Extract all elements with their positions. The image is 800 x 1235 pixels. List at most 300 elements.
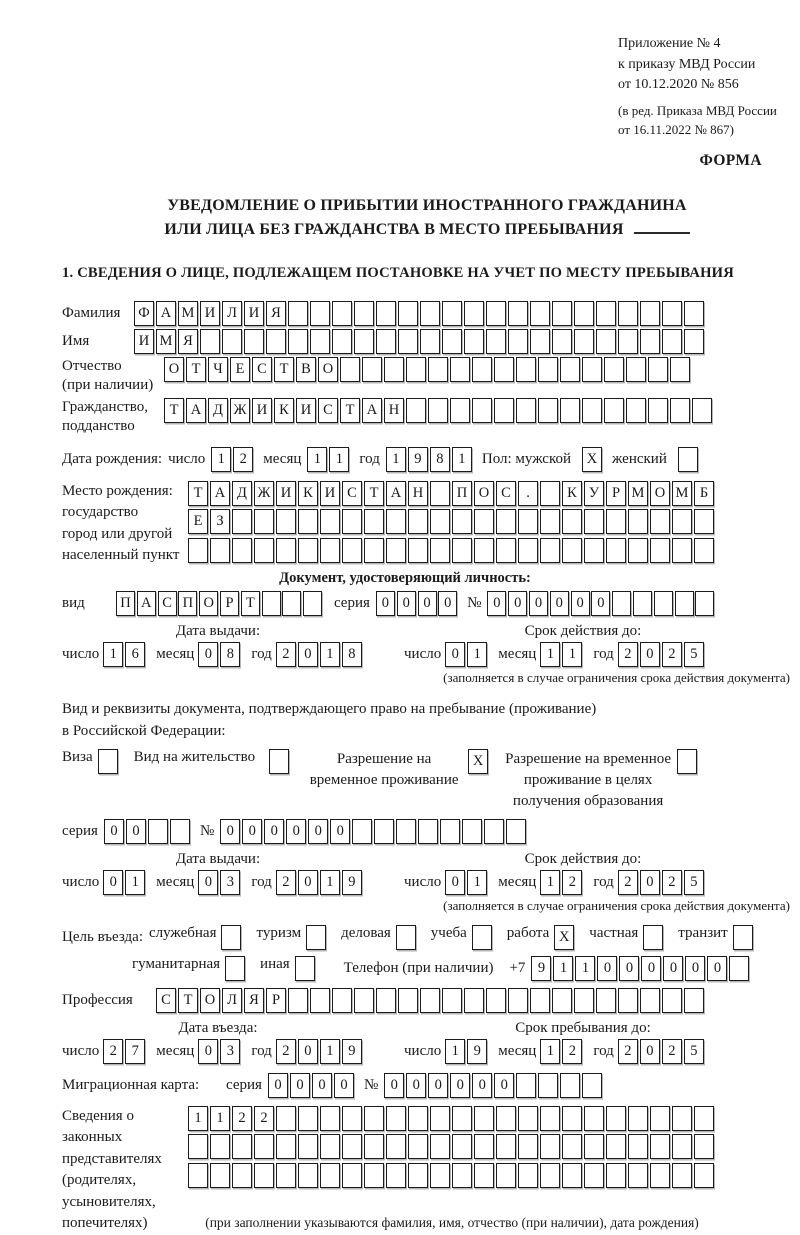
char-box[interactable]: А xyxy=(186,398,206,423)
char-box[interactable]: И xyxy=(296,398,316,423)
char-box[interactable]: 0 xyxy=(290,1073,310,1098)
char-box[interactable]: 5 xyxy=(684,1039,704,1064)
char-box[interactable] xyxy=(562,509,582,534)
char-box[interactable] xyxy=(254,509,274,534)
char-box[interactable] xyxy=(254,538,274,563)
char-box[interactable] xyxy=(232,1134,252,1159)
char-box[interactable]: И xyxy=(134,329,154,354)
char-box[interactable] xyxy=(472,357,492,382)
char-box[interactable] xyxy=(584,509,604,534)
char-box[interactable] xyxy=(408,1163,428,1188)
char-box[interactable]: А xyxy=(156,301,176,326)
char-box[interactable] xyxy=(540,538,560,563)
char-box[interactable]: 1 xyxy=(329,447,349,472)
char-box[interactable]: 1 xyxy=(445,1039,465,1064)
char-box[interactable] xyxy=(374,819,394,844)
char-box[interactable] xyxy=(376,301,396,326)
char-box[interactable]: 0 xyxy=(494,1073,514,1098)
char-box[interactable]: Н xyxy=(408,481,428,506)
char-box[interactable]: С xyxy=(496,481,516,506)
char-box[interactable] xyxy=(354,988,374,1013)
char-box[interactable] xyxy=(695,591,714,616)
char-box[interactable]: Р xyxy=(220,591,239,616)
char-box[interactable] xyxy=(386,1163,406,1188)
char-box[interactable] xyxy=(376,329,396,354)
char-box[interactable]: 0 xyxy=(428,1073,448,1098)
char-box[interactable] xyxy=(276,1106,296,1131)
char-box[interactable] xyxy=(354,329,374,354)
char-box[interactable]: Т xyxy=(364,481,384,506)
char-box[interactable] xyxy=(584,1163,604,1188)
char-box[interactable] xyxy=(618,329,638,354)
char-box[interactable] xyxy=(386,1134,406,1159)
char-box[interactable]: 1 xyxy=(386,447,406,472)
char-box[interactable] xyxy=(540,509,560,534)
char-box[interactable]: Е xyxy=(230,357,250,382)
char-box[interactable]: Я xyxy=(178,329,198,354)
char-box[interactable]: К xyxy=(274,398,294,423)
char-box[interactable] xyxy=(310,301,330,326)
char-box[interactable] xyxy=(210,1134,230,1159)
char-box[interactable] xyxy=(364,538,384,563)
char-box[interactable]: С xyxy=(252,357,272,382)
char-box[interactable]: 1 xyxy=(540,1039,560,1064)
char-box[interactable] xyxy=(276,1134,296,1159)
char-box[interactable]: 0 xyxy=(198,642,218,667)
char-box[interactable]: 0 xyxy=(242,819,262,844)
char-box[interactable]: У xyxy=(584,481,604,506)
char-box[interactable] xyxy=(633,591,652,616)
char-box[interactable]: 2 xyxy=(662,870,682,895)
char-box[interactable]: Т xyxy=(274,357,294,382)
char-box[interactable] xyxy=(428,357,448,382)
char-box[interactable] xyxy=(496,1163,516,1188)
char-box[interactable]: А xyxy=(362,398,382,423)
char-box[interactable] xyxy=(662,301,682,326)
char-box[interactable] xyxy=(408,1106,428,1131)
char-box[interactable] xyxy=(684,301,704,326)
char-box[interactable]: М xyxy=(178,301,198,326)
char-box[interactable] xyxy=(618,301,638,326)
char-box[interactable] xyxy=(562,1134,582,1159)
char-box[interactable]: 5 xyxy=(684,870,704,895)
char-box[interactable]: 1 xyxy=(467,642,487,667)
char-box[interactable]: 0 xyxy=(104,819,124,844)
char-box[interactable]: 0 xyxy=(529,591,548,616)
char-box[interactable]: К xyxy=(562,481,582,506)
char-box[interactable] xyxy=(442,988,462,1013)
char-box[interactable]: 8 xyxy=(430,447,450,472)
char-box[interactable] xyxy=(672,1163,692,1188)
char-box[interactable]: Р xyxy=(606,481,626,506)
char-box[interactable]: Ф xyxy=(134,301,154,326)
char-box[interactable]: 0 xyxy=(406,1073,426,1098)
char-box[interactable] xyxy=(376,988,396,1013)
char-box[interactable] xyxy=(298,1134,318,1159)
char-box[interactable] xyxy=(342,1134,362,1159)
char-box[interactable] xyxy=(188,538,208,563)
char-box[interactable]: 2 xyxy=(254,1106,274,1131)
char-box[interactable]: П xyxy=(178,591,197,616)
char-box[interactable]: И xyxy=(200,301,220,326)
char-box[interactable]: 1 xyxy=(307,447,327,472)
temp-residence-checkbox[interactable]: X xyxy=(468,749,488,774)
char-box[interactable] xyxy=(320,1134,340,1159)
purpose-study-checkbox[interactable] xyxy=(472,925,492,950)
gender-female-checkbox[interactable] xyxy=(678,447,698,472)
char-box[interactable] xyxy=(650,1163,670,1188)
char-box[interactable] xyxy=(648,357,668,382)
char-box[interactable]: 1 xyxy=(320,642,340,667)
char-box[interactable] xyxy=(640,329,660,354)
char-box[interactable] xyxy=(560,357,580,382)
char-box[interactable] xyxy=(540,1134,560,1159)
char-box[interactable]: 0 xyxy=(685,956,705,981)
char-box[interactable] xyxy=(670,357,690,382)
char-box[interactable]: Е xyxy=(188,509,208,534)
char-box[interactable] xyxy=(254,1163,274,1188)
char-box[interactable]: 0 xyxy=(126,819,146,844)
char-box[interactable] xyxy=(606,509,626,534)
char-box[interactable] xyxy=(684,329,704,354)
char-box[interactable]: И xyxy=(244,301,264,326)
char-box[interactable] xyxy=(406,357,426,382)
char-box[interactable] xyxy=(582,398,602,423)
char-box[interactable] xyxy=(648,398,668,423)
char-box[interactable]: З xyxy=(210,509,230,534)
char-box[interactable] xyxy=(684,988,704,1013)
char-box[interactable]: Я xyxy=(244,988,264,1013)
char-box[interactable] xyxy=(596,329,616,354)
char-box[interactable]: 0 xyxy=(198,1039,218,1064)
char-box[interactable]: 1 xyxy=(211,447,231,472)
char-box[interactable]: 2 xyxy=(618,1039,638,1064)
char-box[interactable] xyxy=(408,538,428,563)
char-box[interactable] xyxy=(418,819,438,844)
char-box[interactable] xyxy=(662,329,682,354)
char-box[interactable]: В xyxy=(296,357,316,382)
char-box[interactable] xyxy=(562,1163,582,1188)
char-box[interactable] xyxy=(262,591,281,616)
char-box[interactable] xyxy=(430,1134,450,1159)
char-box[interactable] xyxy=(386,509,406,534)
char-box[interactable] xyxy=(408,509,428,534)
char-box[interactable] xyxy=(362,357,382,382)
char-box[interactable]: 8 xyxy=(220,642,240,667)
char-box[interactable]: М xyxy=(672,481,692,506)
char-box[interactable]: О xyxy=(200,988,220,1013)
char-box[interactable]: 0 xyxy=(298,642,318,667)
char-box[interactable]: 2 xyxy=(276,870,296,895)
char-box[interactable] xyxy=(628,509,648,534)
char-box[interactable] xyxy=(494,357,514,382)
char-box[interactable]: 6 xyxy=(125,642,145,667)
char-box[interactable]: 5 xyxy=(684,642,704,667)
char-box[interactable] xyxy=(628,1163,648,1188)
char-box[interactable] xyxy=(354,301,374,326)
char-box[interactable] xyxy=(462,819,482,844)
char-box[interactable]: 9 xyxy=(408,447,428,472)
char-box[interactable]: 1 xyxy=(210,1106,230,1131)
char-box[interactable]: 0 xyxy=(268,1073,288,1098)
char-box[interactable]: 0 xyxy=(308,819,328,844)
char-box[interactable] xyxy=(584,1134,604,1159)
char-box[interactable]: 8 xyxy=(342,642,362,667)
char-box[interactable]: Ж xyxy=(254,481,274,506)
char-box[interactable] xyxy=(672,509,692,534)
char-box[interactable]: 0 xyxy=(418,591,437,616)
char-box[interactable] xyxy=(420,329,440,354)
char-box[interactable]: 1 xyxy=(540,642,560,667)
char-box[interactable] xyxy=(430,538,450,563)
char-box[interactable] xyxy=(188,1134,208,1159)
char-box[interactable]: 0 xyxy=(103,870,123,895)
purpose-work-checkbox[interactable]: X xyxy=(554,925,574,950)
char-box[interactable] xyxy=(584,538,604,563)
char-box[interactable] xyxy=(266,329,286,354)
char-box[interactable]: М xyxy=(156,329,176,354)
char-box[interactable] xyxy=(692,398,712,423)
char-box[interactable] xyxy=(516,398,536,423)
char-box[interactable]: Т xyxy=(178,988,198,1013)
char-box[interactable] xyxy=(530,329,550,354)
char-box[interactable]: 0 xyxy=(641,956,661,981)
char-box[interactable] xyxy=(188,1163,208,1188)
char-box[interactable] xyxy=(464,301,484,326)
char-box[interactable] xyxy=(538,398,558,423)
char-box[interactable]: 2 xyxy=(276,1039,296,1064)
char-box[interactable] xyxy=(694,538,714,563)
char-box[interactable] xyxy=(320,1106,340,1131)
char-box[interactable]: С xyxy=(158,591,177,616)
char-box[interactable] xyxy=(364,1163,384,1188)
char-box[interactable] xyxy=(474,538,494,563)
char-box[interactable] xyxy=(604,357,624,382)
char-box[interactable] xyxy=(584,1106,604,1131)
char-box[interactable]: 1 xyxy=(467,870,487,895)
residence-permit-checkbox[interactable] xyxy=(269,749,289,774)
char-box[interactable] xyxy=(508,329,528,354)
char-box[interactable] xyxy=(232,509,252,534)
char-box[interactable]: 1 xyxy=(562,642,582,667)
char-box[interactable]: 2 xyxy=(662,1039,682,1064)
char-box[interactable]: 0 xyxy=(220,819,240,844)
char-box[interactable]: Н xyxy=(384,398,404,423)
char-box[interactable]: Т xyxy=(241,591,260,616)
char-box[interactable] xyxy=(628,538,648,563)
char-box[interactable] xyxy=(654,591,673,616)
char-box[interactable] xyxy=(452,1134,472,1159)
char-box[interactable]: 9 xyxy=(467,1039,487,1064)
char-box[interactable]: 0 xyxy=(384,1073,404,1098)
char-box[interactable] xyxy=(582,1073,602,1098)
char-box[interactable] xyxy=(254,1134,274,1159)
char-box[interactable] xyxy=(562,1106,582,1131)
char-box[interactable] xyxy=(298,538,318,563)
char-box[interactable] xyxy=(650,1106,670,1131)
char-box[interactable]: Л xyxy=(222,988,242,1013)
char-box[interactable] xyxy=(386,538,406,563)
char-box[interactable] xyxy=(670,398,690,423)
char-box[interactable]: О xyxy=(318,357,338,382)
char-box[interactable]: К xyxy=(298,481,318,506)
char-box[interactable] xyxy=(596,301,616,326)
char-box[interactable]: 0 xyxy=(286,819,306,844)
char-box[interactable] xyxy=(650,1134,670,1159)
char-box[interactable] xyxy=(442,329,462,354)
char-box[interactable] xyxy=(442,301,462,326)
char-box[interactable]: 1 xyxy=(575,956,595,981)
char-box[interactable] xyxy=(320,1163,340,1188)
char-box[interactable] xyxy=(310,988,330,1013)
char-box[interactable] xyxy=(574,329,594,354)
char-box[interactable] xyxy=(408,1134,428,1159)
char-box[interactable]: 2 xyxy=(232,1106,252,1131)
gender-male-checkbox[interactable]: X xyxy=(582,447,602,472)
char-box[interactable] xyxy=(474,1134,494,1159)
char-box[interactable]: 1 xyxy=(452,447,472,472)
char-box[interactable]: 0 xyxy=(619,956,639,981)
char-box[interactable]: И xyxy=(252,398,272,423)
char-box[interactable] xyxy=(496,1106,516,1131)
char-box[interactable] xyxy=(626,398,646,423)
char-box[interactable]: 1 xyxy=(188,1106,208,1131)
char-box[interactable]: 0 xyxy=(330,819,350,844)
char-box[interactable] xyxy=(628,1134,648,1159)
char-box[interactable] xyxy=(298,1163,318,1188)
char-box[interactable]: О xyxy=(164,357,184,382)
char-box[interactable]: И xyxy=(276,481,296,506)
char-box[interactable] xyxy=(450,357,470,382)
char-box[interactable] xyxy=(276,1163,296,1188)
char-box[interactable]: 0 xyxy=(640,870,660,895)
char-box[interactable]: Я xyxy=(266,301,286,326)
char-box[interactable]: Л xyxy=(222,301,242,326)
char-box[interactable]: Т xyxy=(164,398,184,423)
char-box[interactable]: С xyxy=(318,398,338,423)
char-box[interactable] xyxy=(148,819,168,844)
char-box[interactable] xyxy=(694,509,714,534)
char-box[interactable] xyxy=(452,1106,472,1131)
char-box[interactable] xyxy=(364,1106,384,1131)
char-box[interactable]: 0 xyxy=(487,591,506,616)
char-box[interactable] xyxy=(694,1134,714,1159)
char-box[interactable] xyxy=(452,1163,472,1188)
char-box[interactable] xyxy=(452,509,472,534)
char-box[interactable] xyxy=(618,988,638,1013)
char-box[interactable] xyxy=(540,481,560,506)
char-box[interactable] xyxy=(430,1106,450,1131)
char-box[interactable]: Т xyxy=(188,481,208,506)
char-box[interactable]: Д xyxy=(232,481,252,506)
char-box[interactable]: А xyxy=(210,481,230,506)
char-box[interactable]: 0 xyxy=(198,870,218,895)
char-box[interactable] xyxy=(398,329,418,354)
char-box[interactable] xyxy=(486,988,506,1013)
char-box[interactable] xyxy=(729,956,749,981)
char-box[interactable] xyxy=(640,301,660,326)
char-box[interactable]: 2 xyxy=(562,870,582,895)
char-box[interactable] xyxy=(530,988,550,1013)
purpose-transit-checkbox[interactable] xyxy=(733,925,753,950)
char-box[interactable]: 2 xyxy=(103,1039,123,1064)
char-box[interactable] xyxy=(494,398,514,423)
char-box[interactable] xyxy=(672,538,692,563)
char-box[interactable] xyxy=(516,357,536,382)
char-box[interactable]: Т xyxy=(186,357,206,382)
char-box[interactable] xyxy=(452,538,472,563)
char-box[interactable] xyxy=(282,591,301,616)
char-box[interactable] xyxy=(496,1134,516,1159)
char-box[interactable]: 0 xyxy=(663,956,683,981)
char-box[interactable]: А xyxy=(386,481,406,506)
char-box[interactable]: 1 xyxy=(320,870,340,895)
char-box[interactable]: 0 xyxy=(640,642,660,667)
char-box[interactable] xyxy=(518,1106,538,1131)
char-box[interactable] xyxy=(675,591,694,616)
char-box[interactable] xyxy=(232,1163,252,1188)
char-box[interactable] xyxy=(364,1134,384,1159)
char-box[interactable] xyxy=(210,538,230,563)
char-box[interactable] xyxy=(472,398,492,423)
char-box[interactable] xyxy=(694,1106,714,1131)
char-box[interactable] xyxy=(596,988,616,1013)
char-box[interactable] xyxy=(626,357,646,382)
char-box[interactable] xyxy=(440,819,460,844)
char-box[interactable]: 0 xyxy=(264,819,284,844)
char-box[interactable] xyxy=(386,1106,406,1131)
char-box[interactable]: 3 xyxy=(220,1039,240,1064)
char-box[interactable] xyxy=(560,398,580,423)
char-box[interactable] xyxy=(364,509,384,534)
char-box[interactable] xyxy=(288,988,308,1013)
char-box[interactable] xyxy=(398,988,418,1013)
char-box[interactable]: 0 xyxy=(445,642,465,667)
char-box[interactable] xyxy=(170,819,190,844)
char-box[interactable] xyxy=(310,329,330,354)
purpose-tourism-checkbox[interactable] xyxy=(306,925,326,950)
char-box[interactable]: 0 xyxy=(597,956,617,981)
char-box[interactable]: 9 xyxy=(342,870,362,895)
char-box[interactable]: О xyxy=(199,591,218,616)
purpose-private-checkbox[interactable] xyxy=(643,925,663,950)
char-box[interactable] xyxy=(320,538,340,563)
char-box[interactable] xyxy=(396,819,416,844)
char-box[interactable]: 0 xyxy=(640,1039,660,1064)
char-box[interactable]: Т xyxy=(340,398,360,423)
char-box[interactable] xyxy=(552,329,572,354)
char-box[interactable]: 0 xyxy=(298,1039,318,1064)
char-box[interactable] xyxy=(606,1134,626,1159)
char-box[interactable]: Б xyxy=(694,481,714,506)
char-box[interactable]: 1 xyxy=(125,870,145,895)
char-box[interactable]: 0 xyxy=(472,1073,492,1098)
char-box[interactable] xyxy=(222,329,242,354)
char-box[interactable]: 1 xyxy=(320,1039,340,1064)
char-box[interactable] xyxy=(552,988,572,1013)
char-box[interactable] xyxy=(516,1073,536,1098)
char-box[interactable] xyxy=(210,1163,230,1188)
char-box[interactable]: Р xyxy=(266,988,286,1013)
char-box[interactable] xyxy=(540,1106,560,1131)
char-box[interactable]: . xyxy=(518,481,538,506)
char-box[interactable]: 7 xyxy=(125,1039,145,1064)
char-box[interactable]: 0 xyxy=(397,591,416,616)
char-box[interactable] xyxy=(606,1106,626,1131)
char-box[interactable] xyxy=(332,329,352,354)
char-box[interactable] xyxy=(582,357,602,382)
char-box[interactable] xyxy=(538,1073,558,1098)
